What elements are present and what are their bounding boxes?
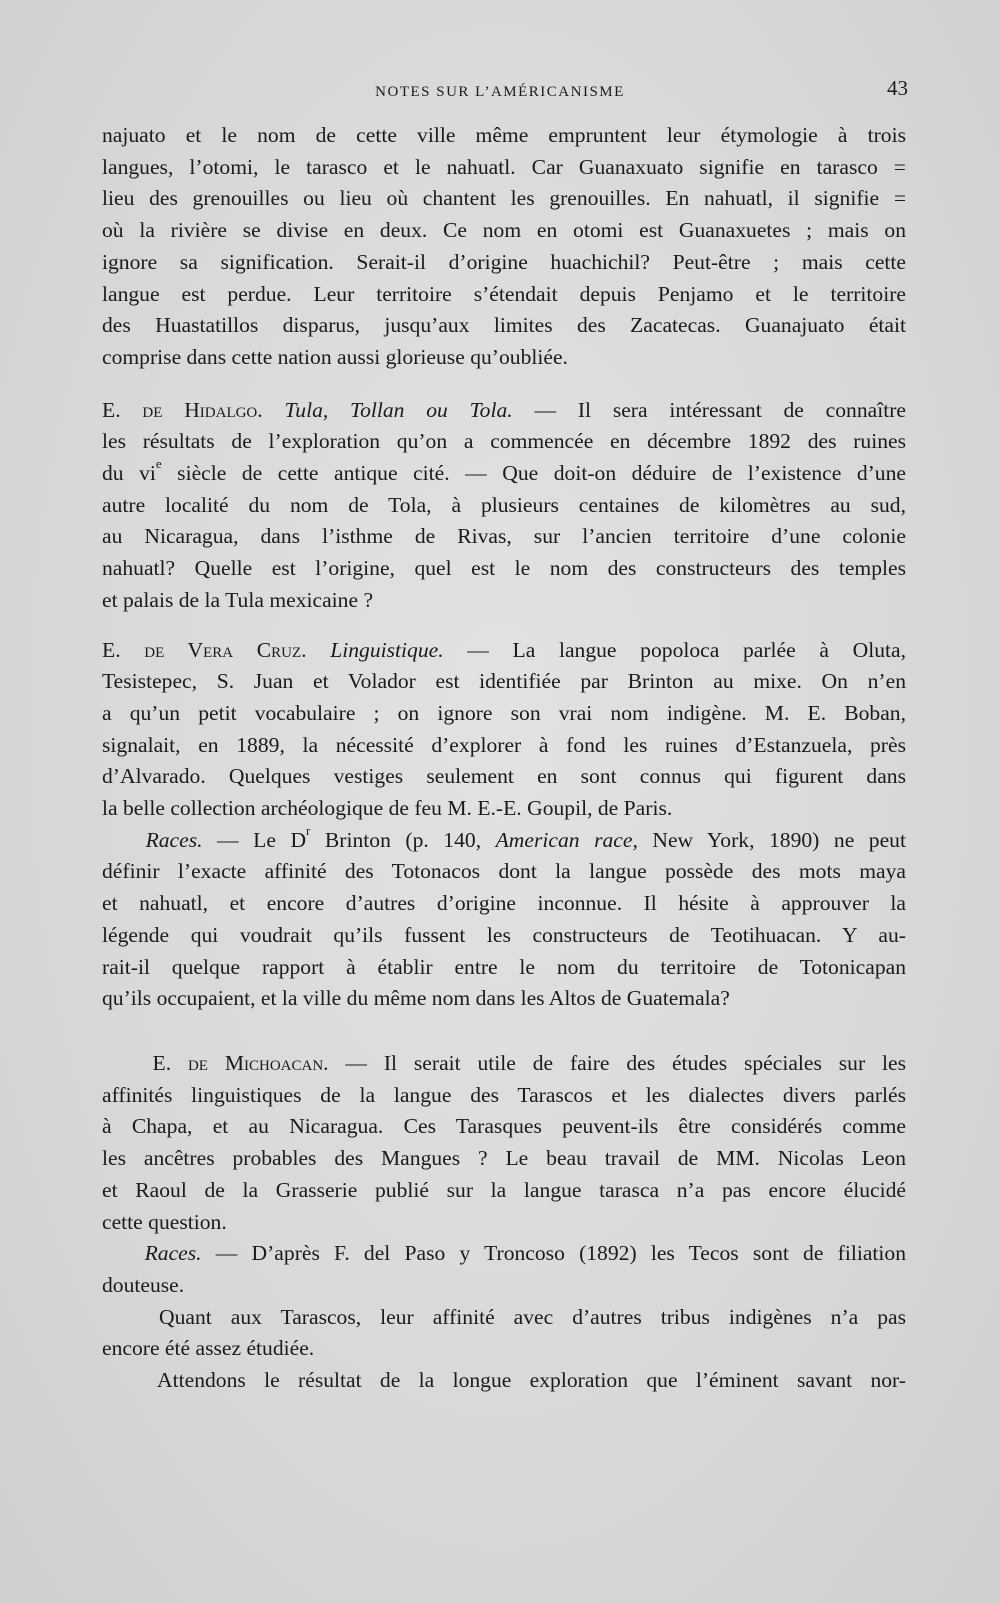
text-line: d’Alvarado. Quelques vestiges seulement en sont connus qui figurent dans bbox=[102, 764, 906, 789]
state-name: Michoacan. bbox=[224, 1050, 329, 1075]
superscript: r bbox=[306, 822, 311, 838]
page-header bbox=[0, 76, 1000, 106]
text-run: — Il sera intéressant de connaître bbox=[512, 397, 907, 422]
text-line bbox=[102, 1238, 906, 1270]
text-line: lieu des grenouilles ou lieu où chantent les grenouilles. En nahuatl, il signifie = bbox=[102, 186, 906, 211]
text-line: najuato et le nom de cette ville même empruntent leur étymologie à trois bbox=[102, 123, 906, 147]
text-line bbox=[102, 458, 906, 490]
text-line: encore été assez étudiée. bbox=[102, 1336, 315, 1361]
text-line: ignore sa signification. Serait-il d’origine huachichil? Peut-être ; mais cette bbox=[102, 249, 906, 274]
text-run: — Le D bbox=[202, 827, 307, 852]
text-line: langue est perdue. Leur territoire s’étendait depuis Penjamo et le territoire bbox=[102, 281, 906, 306]
text-line bbox=[102, 1365, 906, 1397]
text-line bbox=[102, 635, 906, 667]
text-line bbox=[102, 1302, 906, 1334]
text-line: et palais de la Tula mexicaine ? bbox=[102, 587, 374, 612]
paragraph-guanajuato bbox=[102, 120, 906, 374]
text-run: Quant aux Tarascos, leur affinité avec d’autres tribus indigènes n’a pas bbox=[158, 1304, 906, 1329]
text-line: autre localité du nom de Tola, à plusieurs centaines de kilomètres au sud, bbox=[102, 492, 906, 517]
text-line: définir l’exacte affinité des Totonacos dont la langue possède des mots maya bbox=[102, 859, 906, 884]
text-run: — Il serait utile de faire des études spéciales sur les bbox=[328, 1050, 906, 1075]
text-line: à Chapa, et au Nicaragua. Ces Tarasques peuvent-ils être considérés comme bbox=[102, 1114, 906, 1139]
text-line: où la rivière se divise en deux. Ce nom en otomi est Guanaxuetes ; mais on bbox=[102, 218, 906, 243]
state-name: Vera Cruz. bbox=[187, 637, 307, 662]
section-title: Linguistique. bbox=[306, 637, 444, 662]
text-line bbox=[102, 822, 906, 857]
paragraph-tarascos bbox=[102, 1302, 906, 1365]
text-line: Tesistepec, S. Juan et Volador est identifiée par Brinton au mixe. On n’en bbox=[102, 669, 906, 694]
page-number: 43 bbox=[887, 76, 908, 100]
text-run: Attendons le résultat de la longue exploration que l’éminent savant nor- bbox=[157, 1368, 906, 1393]
text-line: a qu’un petit vocabulaire ; on ignore son vrai nom indigène. M. E. Boban, bbox=[102, 700, 906, 725]
heading-e: E. bbox=[102, 637, 145, 662]
text-line: et Raoul de la Grasserie publié sur la langue tarasca n’a pas encore élucidé bbox=[102, 1177, 906, 1202]
subsection-title: Races. bbox=[144, 1241, 202, 1266]
paragraph-hidalgo bbox=[102, 395, 906, 617]
text-run: — La langue popoloca parlée à Oluta, bbox=[443, 637, 906, 662]
text-line: et nahuatl, et encore d’autres d’origine inconnue. Il hésite à approuver la bbox=[102, 891, 906, 916]
running-title bbox=[0, 84, 1000, 101]
heading-e: E. bbox=[152, 1050, 188, 1075]
paragraph-attendons bbox=[102, 1365, 906, 1397]
text-line: la belle collection archéologique de feu M. E.-E. Goupil, de Paris. bbox=[102, 796, 673, 821]
text-run: Brinton (p. 140, bbox=[310, 827, 496, 852]
paragraph-races-totonacos bbox=[102, 822, 906, 1015]
heading-de: de bbox=[144, 637, 188, 662]
text-line bbox=[102, 1048, 906, 1080]
section-title: Tula, Tollan ou Tola. bbox=[262, 397, 513, 422]
text-line: cette question. bbox=[102, 1209, 227, 1234]
text-line: légende qui voudrait qu’ils fussent les constructeurs de Teotihuacan. Y au- bbox=[102, 922, 906, 947]
text-line: les résultats de l’exploration qu’on a commencée en décembre 1892 des ruines bbox=[102, 429, 906, 454]
text-run: New York, 1890) ne peut bbox=[637, 827, 906, 852]
paragraph-vera-cruz bbox=[102, 635, 906, 825]
text-line: les ancêtres probables des Mangues ? Le beau travail de MM. Nicolas Leon bbox=[102, 1146, 906, 1171]
text-line bbox=[102, 395, 906, 427]
state-name: Hidalgo. bbox=[184, 397, 263, 422]
heading-de: de bbox=[187, 1050, 225, 1075]
text-line: nahuatl? Quelle est l’origine, quel est le nom des constructeurs des temples bbox=[102, 556, 906, 581]
heading-de: de bbox=[142, 397, 185, 422]
subsection-title: Races. bbox=[145, 827, 203, 852]
text-line: au Nicaragua, dans l’isthme de Rivas, sur l’ancien territoire d’une colonie bbox=[102, 524, 906, 549]
text-run: siècle de cette antique cité. — Que doit-on déduire de l’existence d’une bbox=[161, 461, 906, 486]
text-line: affinités linguistiques de la langue des Tarascos et les dialectes divers parlés bbox=[102, 1082, 906, 1107]
book-title: American race, bbox=[495, 827, 638, 852]
paragraph-michoacan bbox=[102, 1048, 906, 1238]
heading-e: E. bbox=[102, 397, 143, 422]
text-line: langues, l’otomi, le tarasco et le nahuatl. Car Guanaxuato signifie en tarasco = bbox=[102, 154, 906, 179]
text-line: rait-il quelque rapport à établir entre le nom du territoire de Totonicapan bbox=[102, 954, 906, 979]
running-title-prefix: NOTES SUR L’ bbox=[375, 84, 491, 100]
superscript: e bbox=[155, 456, 162, 472]
text-run: du vi bbox=[102, 461, 156, 486]
text-line: comprise dans cette nation aussi glorieuse qu’oubliée. bbox=[102, 344, 568, 369]
paragraph-races-tecos bbox=[102, 1238, 906, 1301]
text-line: qu’ils occupaient, et la ville du même nom dans les Altos de Guatemala? bbox=[102, 986, 730, 1011]
text-line: des Huastatillos disparus, jusqu’aux limites des Zacatecas. Guanajuato était bbox=[102, 313, 906, 338]
text-line: signalait, en 1889, la nécessité d’explorer à fond les ruines d’Estanzuela, près bbox=[102, 732, 906, 757]
body-text bbox=[102, 120, 906, 1397]
text-line: douteuse. bbox=[102, 1272, 185, 1297]
text-run: — D’après F. del Paso y Troncoso (1892) les Tecos sont de filiation bbox=[201, 1241, 906, 1266]
running-title-word: AMÉRICANISME bbox=[490, 84, 625, 100]
